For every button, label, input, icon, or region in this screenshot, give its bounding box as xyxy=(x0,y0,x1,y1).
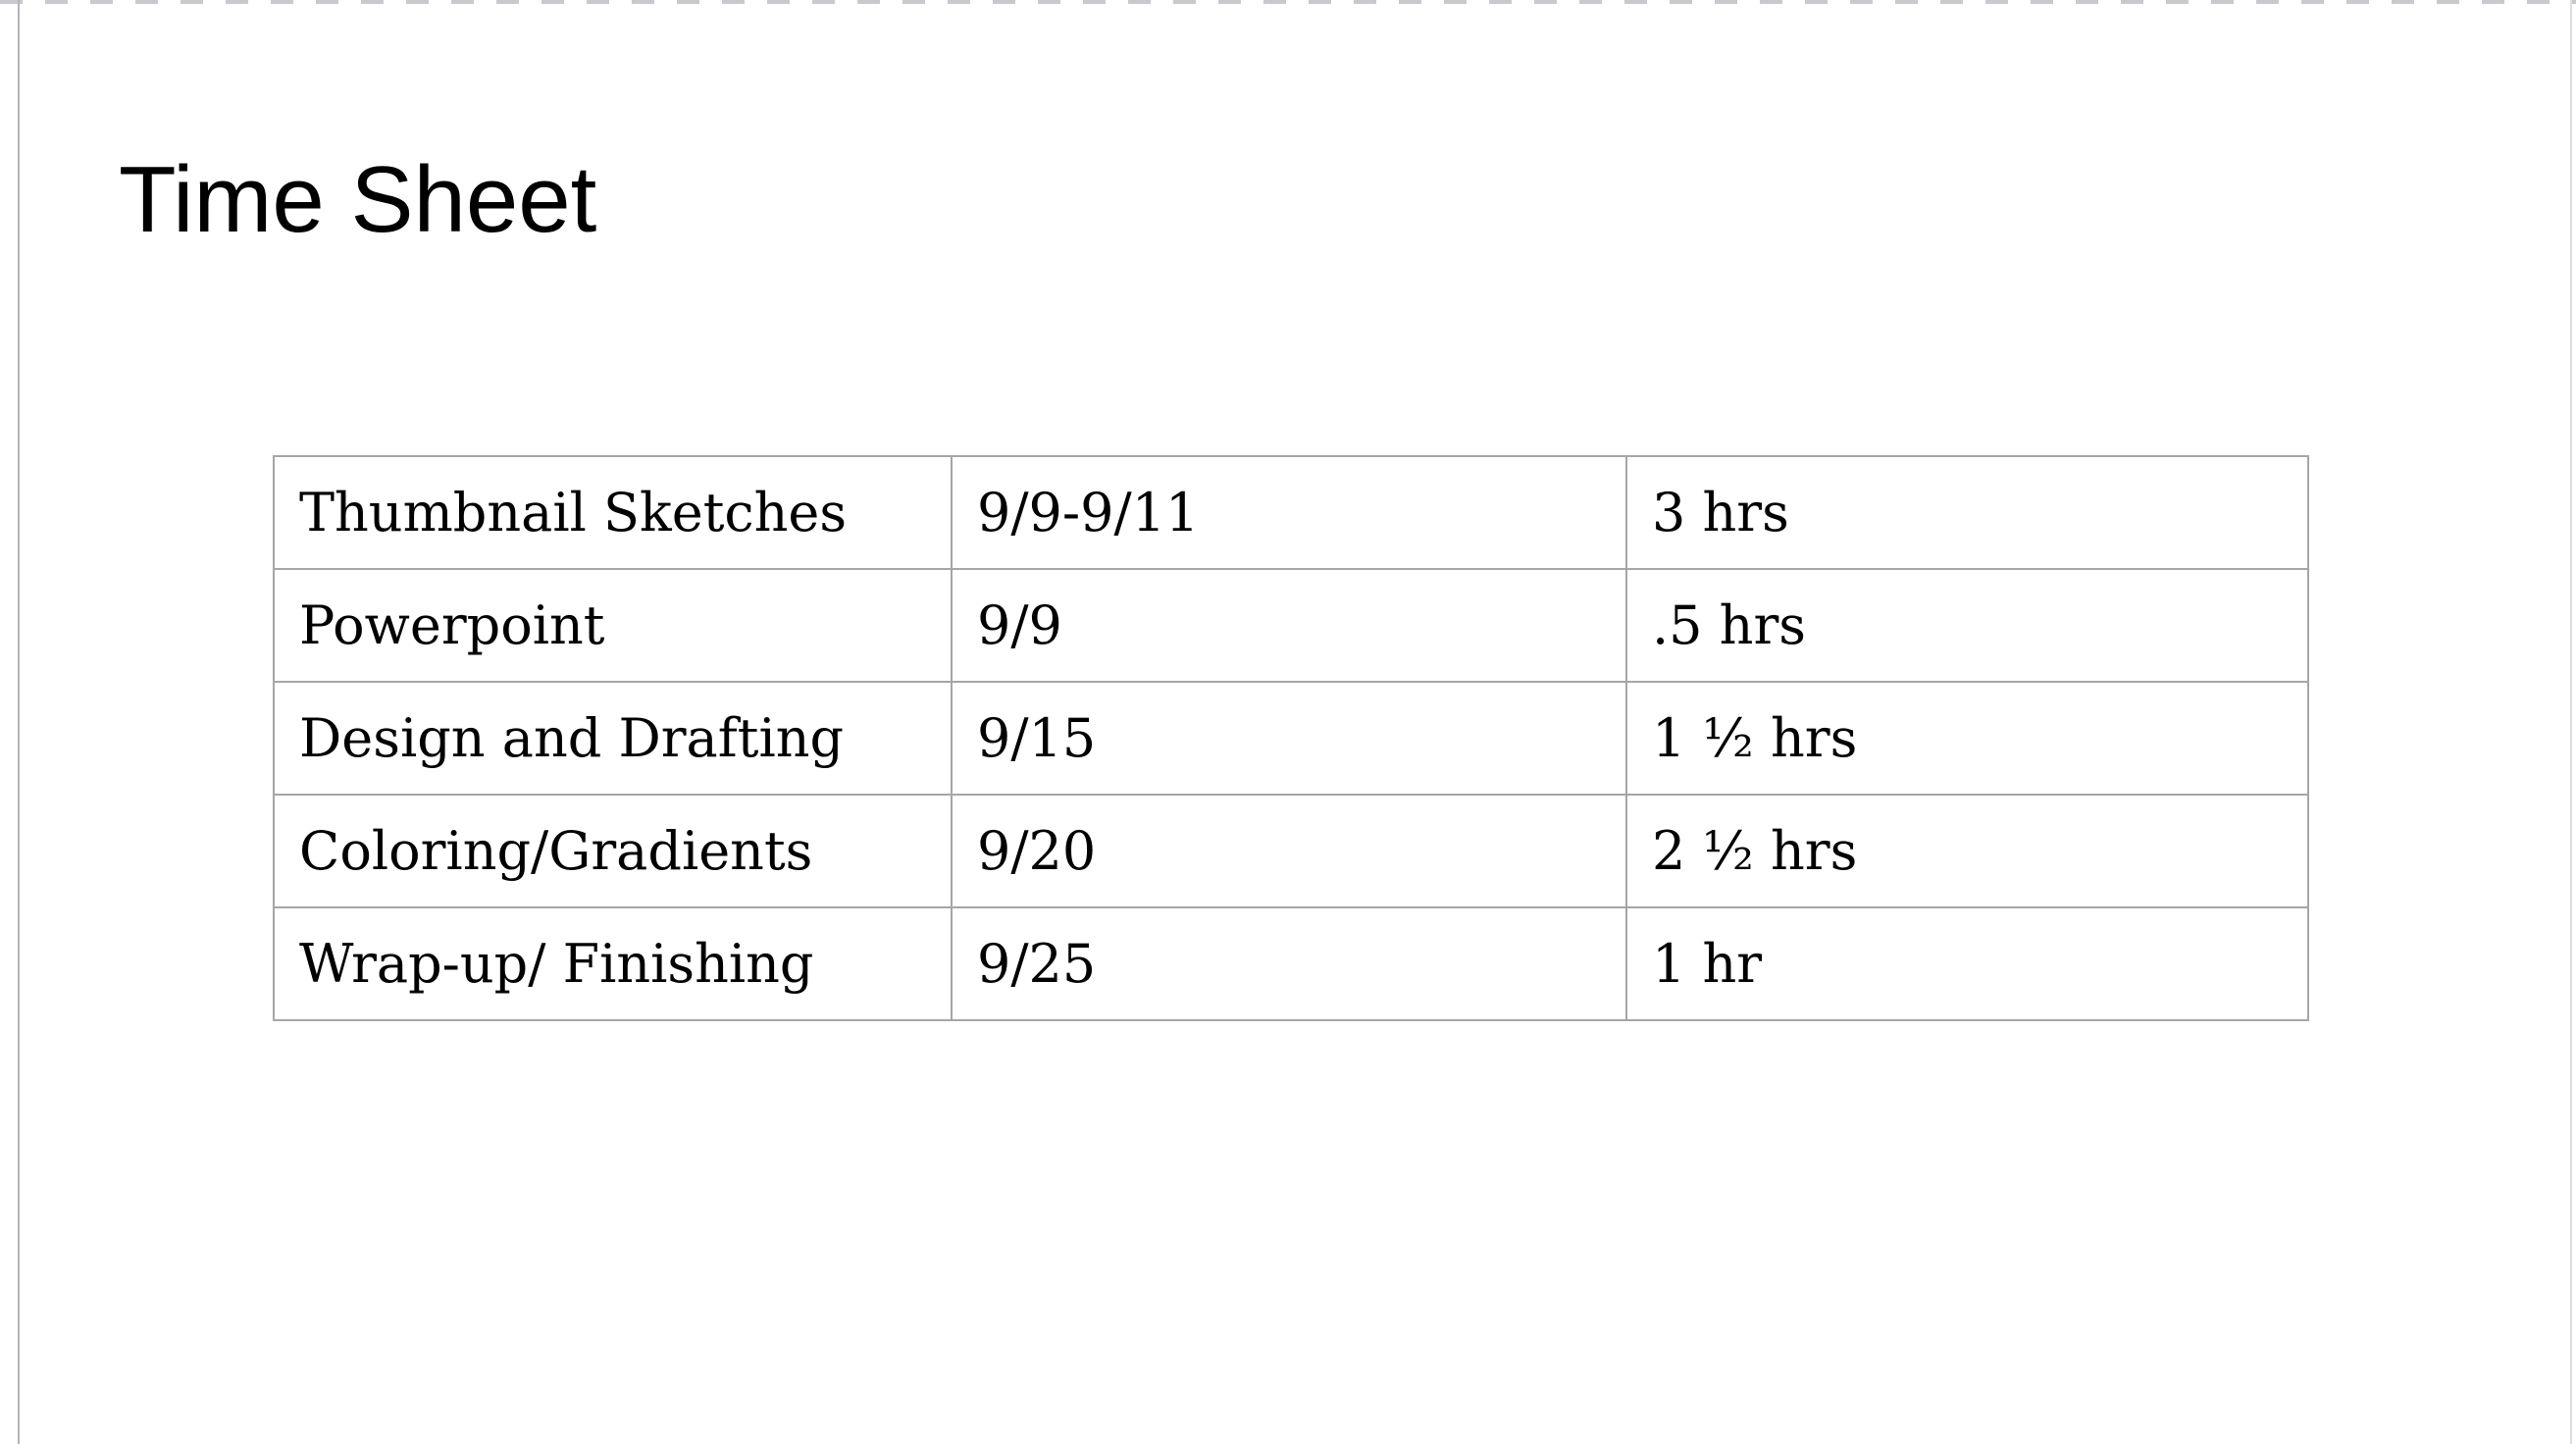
page-right-edge xyxy=(2570,0,2572,1444)
duration-cell[interactable]: 2 ½ hrs xyxy=(1626,795,2308,907)
duration-cell[interactable]: 1 hr xyxy=(1626,907,2308,1020)
table-row xyxy=(274,569,2308,682)
task-cell[interactable]: Design and Drafting xyxy=(274,682,952,795)
task-cell[interactable]: Thumbnail Sketches xyxy=(274,456,952,569)
date-cell[interactable]: 9/20 xyxy=(952,795,1626,907)
timesheet-table xyxy=(273,455,2309,1021)
date-cell[interactable]: 9/15 xyxy=(952,682,1626,795)
date-cell[interactable]: 9/25 xyxy=(952,907,1626,1020)
slide-title[interactable]: Time Sheet xyxy=(119,147,597,252)
date-cell[interactable]: 9/9 xyxy=(952,569,1626,682)
duration-cell[interactable]: .5 hrs xyxy=(1626,569,2308,682)
page-left-edge xyxy=(18,0,20,1444)
table-row xyxy=(274,456,2308,569)
table-row xyxy=(274,682,2308,795)
table-row xyxy=(274,795,2308,907)
task-cell[interactable]: Wrap-up/ Finishing xyxy=(274,907,952,1020)
task-cell[interactable]: Coloring/Gradients xyxy=(274,795,952,907)
table-row xyxy=(274,907,2308,1020)
duration-cell[interactable]: 1 ½ hrs xyxy=(1626,682,2308,795)
page-top-dashed-edge xyxy=(0,0,2576,4)
task-cell[interactable]: Powerpoint xyxy=(274,569,952,682)
date-cell[interactable]: 9/9-9/11 xyxy=(952,456,1626,569)
duration-cell[interactable]: 3 hrs xyxy=(1626,456,2308,569)
